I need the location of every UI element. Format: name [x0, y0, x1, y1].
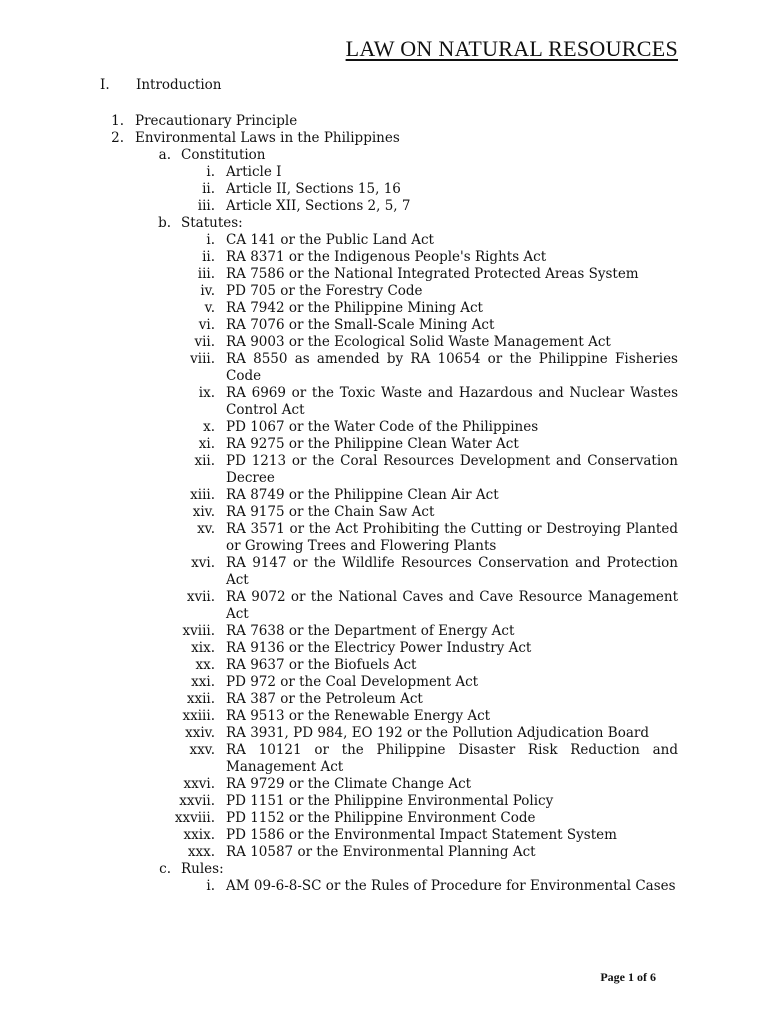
- outline-item-level-3: [0, 725, 768, 742]
- outline-item-text: PD 1213 or the Coral Resources Development and Conservation Decree: [226, 453, 678, 486]
- outline-item-level-3: [0, 691, 768, 708]
- outline-item-marker: i.: [206, 878, 215, 894]
- outline-item-marker: xviii.: [182, 623, 215, 639]
- outline-item-marker: iii.: [197, 266, 215, 282]
- outline-item-text: RA 10121 or the Philippine Disaster Risk Reduction and Management Act: [226, 742, 678, 775]
- outline-item-level-3: [0, 623, 768, 640]
- outline-item-level-3: [0, 232, 768, 249]
- outline-item-marker: xxvii.: [179, 793, 215, 809]
- page-number: Page 1 of 6: [600, 970, 656, 984]
- outline-item-level-3: [0, 351, 768, 385]
- outline-item-text: RA 9175 or the Chain Saw Act: [226, 504, 435, 520]
- outline-item-text: RA 10587 or the Environmental Planning Act: [226, 844, 536, 860]
- outline-item-level-3: [0, 844, 768, 861]
- outline-item-level-1: [0, 130, 768, 147]
- outline-item-text: RA 6969 or the Toxic Waste and Hazardous and Nuclear Wastes Control Act: [226, 385, 678, 418]
- outline-item-level-2: [0, 861, 768, 878]
- outline-item-marker: i.: [206, 164, 215, 180]
- outline-item-text: Rules:: [181, 861, 224, 877]
- outline-item-marker: v.: [204, 300, 215, 316]
- outline-item-level-2: [0, 147, 768, 164]
- outline-item-level-3: [0, 249, 768, 266]
- outline-item-text: RA 7076 or the Small-Scale Mining Act: [226, 317, 495, 333]
- outline-item-level-3: [0, 776, 768, 793]
- outline-item-marker: ix.: [198, 385, 215, 401]
- document-title: LAW ON NATURAL RESOURCES: [345, 36, 678, 61]
- outline-item-marker: xxx.: [187, 844, 215, 860]
- outline-item-marker: xvi.: [191, 555, 215, 571]
- outline-item-text: RA 7586 or the National Integrated Protected Areas System: [226, 266, 639, 282]
- outline-item-text: RA 7638 or the Department of Energy Act: [226, 623, 515, 639]
- outline-item-marker: x.: [203, 419, 215, 435]
- outline-item-text: PD 1151 or the Philippine Environmental Policy: [226, 793, 554, 809]
- outline-item-text: RA 8371 or the Indigenous People's Rights Act: [226, 249, 547, 265]
- outline-item-text: Statutes:: [181, 215, 243, 231]
- outline-item-text: Article XII, Sections 2, 5, 7: [226, 198, 411, 214]
- outline-item-level-3: [0, 453, 768, 487]
- outline-item-text: RA 9147 or the Wildlife Resources Conservation and Protection Act: [226, 555, 678, 588]
- outline-item-marker: xxviii.: [174, 810, 215, 826]
- outline-item-level-2: [0, 215, 768, 232]
- outline-item-marker: ii.: [202, 249, 215, 265]
- outline-item-text: RA 9136 or the Electricy Power Industry Act: [226, 640, 532, 656]
- outline-item-text: RA 7942 or the Philippine Mining Act: [226, 300, 483, 316]
- outline-item-level-3: [0, 657, 768, 674]
- outline-item-marker: i.: [206, 232, 215, 248]
- outline-item-level-3: [0, 334, 768, 351]
- outline-item-text: RA 9003 or the Ecological Solid Waste Management Act: [226, 334, 611, 350]
- outline-item-marker: xxii.: [186, 691, 215, 707]
- outline-item-text: PD 1586 or the Environmental Impact Statement System: [226, 827, 617, 843]
- outline-item-level-3: [0, 742, 768, 776]
- outline-item-marker: xvii.: [186, 589, 215, 605]
- outline-item-text: Constitution: [181, 147, 266, 163]
- outline-item-text: RA 9729 or the Climate Change Act: [226, 776, 472, 792]
- outline-item-marker: xxix.: [183, 827, 215, 843]
- outline-item-text: PD 1067 or the Water Code of the Philippines: [226, 419, 539, 435]
- outline-item-level-3: [0, 266, 768, 283]
- section-label: Introduction: [136, 77, 222, 93]
- outline-item-text: RA 9275 or the Philippine Clean Water Act: [226, 436, 519, 452]
- outline-item-text: PD 972 or the Coal Development Act: [226, 674, 479, 690]
- outline-item-level-1: [0, 113, 768, 130]
- outline-item-level-3: [0, 436, 768, 453]
- outline-item-level-3: [0, 521, 768, 555]
- outline-item-marker: xxi.: [191, 674, 215, 690]
- outline-item-level-3: [0, 555, 768, 589]
- outline-item-level-3: [0, 810, 768, 827]
- outline-item-marker: ii.: [202, 181, 215, 197]
- outline-item-marker: c.: [159, 861, 171, 877]
- outline-item-marker: xiii.: [190, 487, 215, 503]
- outline-item-marker: xix.: [191, 640, 215, 656]
- outline-item-level-3: [0, 589, 768, 623]
- outline-item-level-3: [0, 878, 768, 895]
- outline-item-text: PD 1152 or the Philippine Environment Code: [226, 810, 536, 826]
- outline-item-marker: xi.: [198, 436, 215, 452]
- outline-item-marker: xx.: [195, 657, 215, 673]
- outline-item-level-3: [0, 198, 768, 215]
- outline-item-text: Article II, Sections 15, 16: [226, 181, 401, 197]
- outline-item-marker: vi.: [198, 317, 215, 333]
- outline-item-level-3: [0, 283, 768, 300]
- outline-item-marker: b.: [158, 215, 171, 231]
- outline-item-text: AM 09-6-8-SC or the Rules of Procedure for Environmental Cases: [226, 878, 676, 894]
- outline-item-text: RA 3571 or the Act Prohibiting the Cutting or Destroying Planted or Growing Trees and Flowering Plants: [226, 521, 678, 554]
- outline-item-text: PD 705 or the Forestry Code: [226, 283, 423, 299]
- outline-item-marker: xxvi.: [183, 776, 215, 792]
- outline-item-marker: vii.: [194, 334, 215, 350]
- outline-item-marker: xiv.: [192, 504, 215, 520]
- outline-item-level-3: [0, 793, 768, 810]
- outline-item-text: Precautionary Principle: [135, 113, 298, 129]
- outline-item-marker: xxiii.: [182, 708, 215, 724]
- outline-item-marker: a.: [158, 147, 171, 163]
- outline-item-level-3: [0, 640, 768, 657]
- outline-item-text: Environmental Laws in the Philippines: [135, 130, 400, 146]
- outline-item-level-3: [0, 164, 768, 181]
- outline-item-text: RA 8749 or the Philippine Clean Air Act: [226, 487, 499, 503]
- outline-item-marker: xxiv.: [185, 725, 215, 741]
- outline-item-level-3: [0, 419, 768, 436]
- outline-item-text: RA 9513 or the Renewable Energy Act: [226, 708, 491, 724]
- outline-item-marker: viii.: [190, 351, 215, 367]
- section-number: I.: [100, 77, 110, 93]
- outline-item-text: RA 9072 or the National Caves and Cave Resource Management Act: [226, 589, 678, 622]
- outline-item-level-3: [0, 674, 768, 691]
- outline-item-level-3: [0, 181, 768, 198]
- outline-item-level-3: [0, 300, 768, 317]
- outline-item-text: RA 387 or the Petroleum Act: [226, 691, 423, 707]
- outline-item-level-3: [0, 317, 768, 334]
- outline-item-marker: iv.: [200, 283, 215, 299]
- outline-item-marker: xii.: [194, 453, 215, 469]
- outline-item-marker: xxv.: [189, 742, 215, 758]
- outline-item-marker: iii.: [197, 198, 215, 214]
- outline-item-level-3: [0, 487, 768, 504]
- outline-item-text: Article I: [226, 164, 282, 180]
- section-heading: [100, 77, 222, 94]
- outline-item-level-3: [0, 504, 768, 521]
- outline-item-level-3: [0, 385, 768, 419]
- outline-item-text: RA 8550 as amended by RA 10654 or the Philippine Fisheries Code: [226, 351, 678, 384]
- outline-item-marker: 2.: [111, 130, 124, 146]
- outline-item-marker: xv.: [197, 521, 215, 537]
- outline-item-text: CA 141 or the Public Land Act: [226, 232, 434, 248]
- outline-list: [0, 113, 768, 895]
- outline-item-marker: 1.: [111, 113, 124, 129]
- outline-item-text: RA 9637 or the Biofuels Act: [226, 657, 417, 673]
- outline-item-text: RA 3931, PD 984, EO 192 or the Pollution Adjudication Board: [226, 725, 649, 741]
- outline-item-level-3: [0, 708, 768, 725]
- outline-item-level-3: [0, 827, 768, 844]
